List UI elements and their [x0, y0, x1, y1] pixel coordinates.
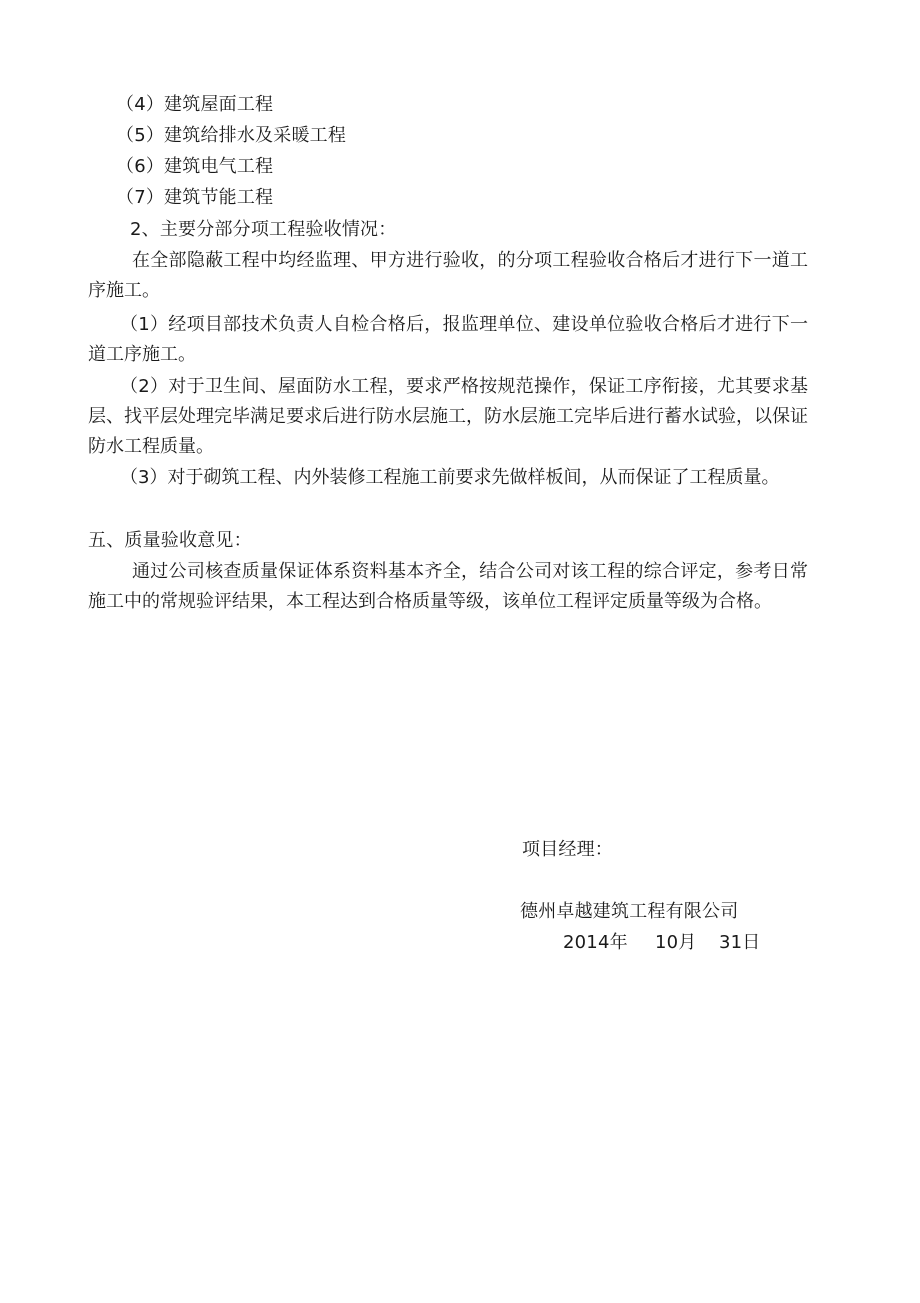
list-item-5: （5）建筑给排水及采暖工程	[116, 125, 347, 146]
section2-heading: 2、主要分部分项工程验收情况：	[130, 219, 397, 240]
section5-body: 通过公司核查质量保证体系资料基本齐全，结合公司对该工程的综合评定，参考日常施工中的常规验评结果，本工程达到合格质量等级，该单位工程评定质量等级为合格。	[88, 561, 808, 612]
company-name: 德州卓越建筑工程有限公司	[520, 901, 739, 922]
list-item-7: （7）建筑节能工程	[116, 187, 274, 208]
section2-intro: 在全部隐蔽工程中均经监理、甲方进行验收，的分项工程验收合格后才进行下一道工序施工。	[88, 250, 808, 301]
section2-item-1: （1）经项目部技术负责人自检合格后，报监理单位、建设单位验收合格后才进行下一道工序施工。	[88, 314, 808, 365]
date-month: 10月	[655, 932, 697, 953]
date-day: 31日	[719, 932, 761, 953]
list-item-4: （4）建筑屋面工程	[116, 94, 274, 115]
project-manager-label: 项目经理：	[522, 839, 613, 860]
section2-item-3: （3）对于砌筑工程、内外装修工程施工前要求先做样板间，从而保证了工程质量。	[120, 467, 780, 488]
date-year: 2014年	[563, 932, 628, 953]
list-item-6: （6）建筑电气工程	[116, 156, 274, 177]
section5-heading: 五、质量验收意见：	[88, 530, 252, 551]
section2-item-2: （2）对于卫生间、屋面防水工程，要求严格按规范操作，保证工序衔接，尤其要求基层、找平层处理完毕满足要求后进行防水层施工，防水层施工完毕后进行蓄水试验，以保证防水工程质量。	[88, 376, 808, 457]
